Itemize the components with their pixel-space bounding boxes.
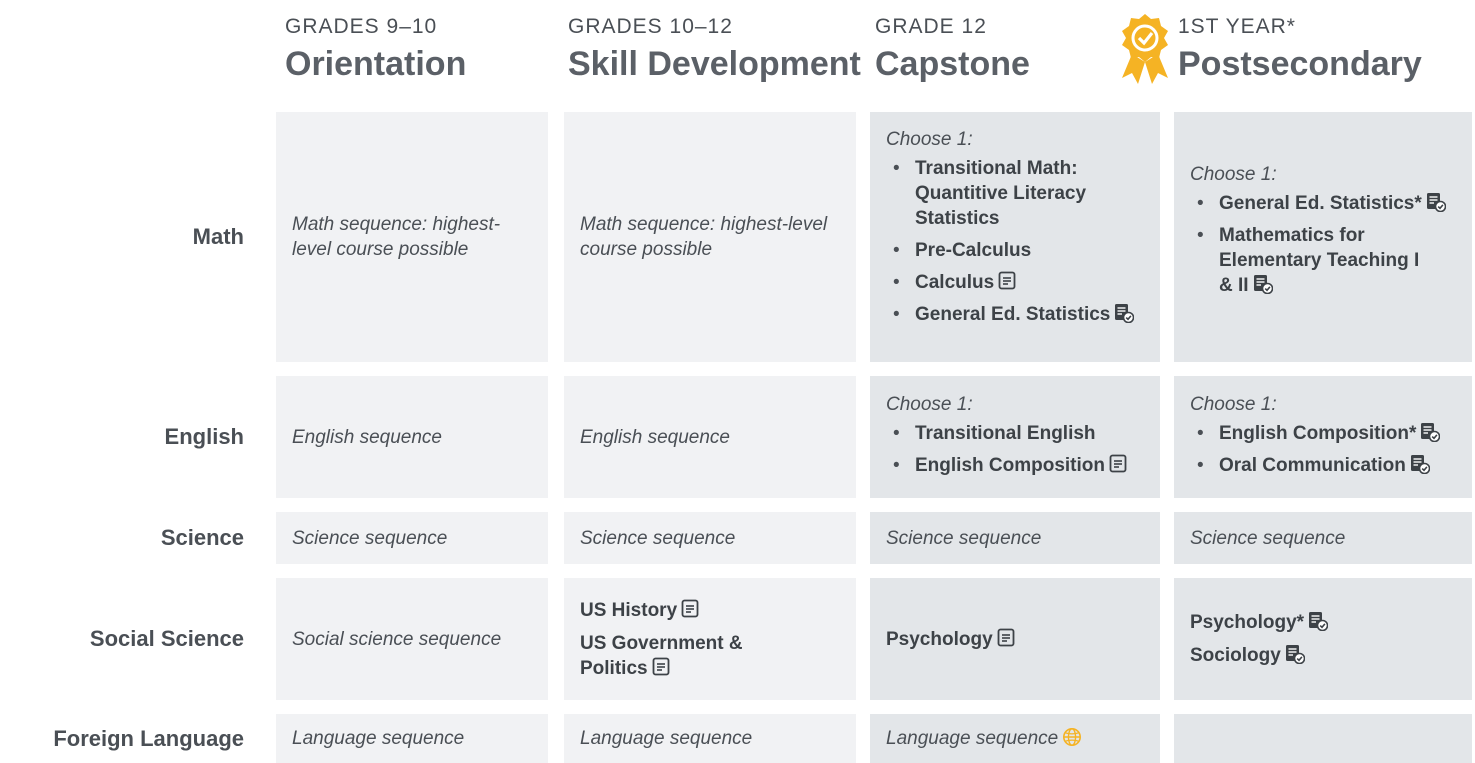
social-orientation-cell: [276, 578, 548, 700]
math-orientation-text: Math sequence: highest-level course possible: [292, 214, 501, 260]
choose-label: Choose 1:: [1190, 394, 1277, 415]
course-name: Psychology: [886, 628, 993, 650]
column-title: Orientation: [285, 45, 467, 83]
document-check-icon: [1410, 454, 1430, 474]
social-postsecondary-cell: [1174, 578, 1472, 700]
course-name: General Ed. Statistics: [915, 304, 1111, 325]
math-skill-text: Math sequence: highest-level course possible: [580, 214, 828, 260]
column-stage: GRADE 12: [875, 15, 987, 38]
list-item: [886, 302, 1146, 327]
choose-label: Choose 1:: [1190, 164, 1277, 185]
choose-label: Choose 1:: [886, 129, 973, 150]
column-stage: GRADES 10–12: [568, 15, 733, 38]
science-skill-cell: [564, 512, 856, 564]
math-postsecondary-cell: [1174, 112, 1472, 362]
course-name: Oral Communication: [1219, 455, 1406, 476]
english-orientation-text: English sequence: [292, 426, 442, 448]
list-item: [886, 453, 1146, 478]
document-check-icon: [1114, 303, 1134, 323]
english-capstone-cell: [870, 376, 1160, 498]
course-name: Calculus: [915, 272, 995, 293]
course-name: General Ed. Statistics*: [1219, 193, 1422, 214]
math-capstone-cell: [870, 112, 1160, 362]
course-name: English Composition*: [1219, 423, 1417, 444]
science-capstone-text: Science sequence: [886, 527, 1042, 549]
course-name-psychology: [1190, 610, 1458, 635]
course-name: English Composition: [915, 455, 1105, 476]
column-title: Capstone: [875, 45, 1030, 83]
document-icon: [1109, 454, 1127, 473]
list-item: [1190, 223, 1429, 298]
course-name-sociology: [1190, 643, 1458, 668]
column-header-skill-development: [568, 14, 861, 84]
row-label-foreign-language: Foreign Language: [53, 725, 244, 751]
document-check-icon: [1420, 422, 1440, 442]
english-skill-text: English sequence: [580, 426, 730, 448]
math-skill-cell: [564, 112, 856, 362]
course-list: [1190, 191, 1458, 305]
list-item: [886, 156, 1146, 231]
language-sequence-label: Language sequence: [886, 728, 1059, 749]
list-item: [1190, 421, 1458, 446]
document-check-icon: [1426, 192, 1446, 212]
document-check-icon: [1285, 644, 1305, 664]
language-orientation-cell: [276, 714, 548, 763]
row-label-math: Math: [192, 224, 244, 249]
globe-icon: [1062, 727, 1082, 747]
column-header-orientation: [285, 14, 466, 84]
list-item: [886, 270, 1146, 295]
language-orientation-text: Language sequence: [292, 728, 465, 749]
science-postsecondary-text: Science sequence: [1190, 527, 1346, 549]
course-name: Mathematics for Elementary Teaching I & II: [1219, 225, 1420, 296]
course-list: [1190, 421, 1458, 485]
document-icon: [652, 657, 670, 676]
science-capstone-cell: [870, 512, 1160, 564]
list-item: [886, 238, 1146, 263]
row-label-english: English: [164, 424, 244, 449]
award-ribbon-icon: [1118, 12, 1172, 84]
english-postsecondary-cell: [1174, 376, 1472, 498]
column-stage: 1ST YEAR*: [1178, 15, 1296, 38]
course-name: US History: [580, 599, 678, 621]
column-title: Postsecondary: [1178, 45, 1422, 83]
document-check-icon: [1253, 274, 1273, 294]
course-list: [886, 156, 1146, 334]
language-capstone-text: [886, 726, 1146, 751]
science-skill-text: Science sequence: [580, 527, 736, 549]
course-name: Sociology: [1190, 645, 1281, 666]
list-item: [886, 421, 1146, 446]
row-label-social-science: Social Science: [89, 626, 244, 651]
list-item: [1190, 191, 1458, 216]
course-name-psychology: [886, 627, 1146, 652]
course-name: Pre-Calculus: [915, 240, 1032, 261]
course-name: Psychology*: [1190, 612, 1305, 633]
math-orientation-cell: [276, 112, 548, 362]
document-icon: [998, 271, 1016, 290]
course-name: Transitional English: [915, 423, 1096, 444]
document-icon: [681, 599, 699, 618]
column-title: Skill Development: [568, 45, 861, 83]
choose-label: Choose 1:: [886, 394, 973, 415]
column-header-capstone: [875, 14, 1030, 84]
document-check-icon: [1308, 611, 1328, 631]
document-icon: [997, 628, 1015, 647]
language-capstone-cell: [870, 714, 1160, 763]
course-list: [886, 421, 1146, 485]
column-stage: GRADES 9–10: [285, 15, 438, 38]
social-orientation-text: Social science sequence: [292, 628, 502, 650]
row-label-science: Science: [160, 525, 244, 550]
list-item: [1190, 453, 1458, 478]
language-skill-text: Language sequence: [580, 728, 753, 749]
course-name-us-history: [580, 598, 842, 623]
course-name: Transitional Math: Quantitive Literacy Statistics: [915, 158, 1087, 229]
course-name: US Government & Politics: [580, 632, 743, 679]
science-orientation-text: Science sequence: [292, 527, 448, 549]
language-skill-cell: [564, 714, 856, 763]
science-postsecondary-cell: [1174, 512, 1472, 564]
course-name-us-government: [580, 631, 745, 681]
social-skill-cell: [564, 578, 856, 700]
language-postsecondary-cell: [1174, 714, 1472, 763]
english-skill-cell: [564, 376, 856, 498]
science-orientation-cell: [276, 512, 548, 564]
english-orientation-cell: [276, 376, 548, 498]
column-header-postsecondary: [1178, 14, 1422, 84]
social-capstone-cell: [870, 578, 1160, 700]
